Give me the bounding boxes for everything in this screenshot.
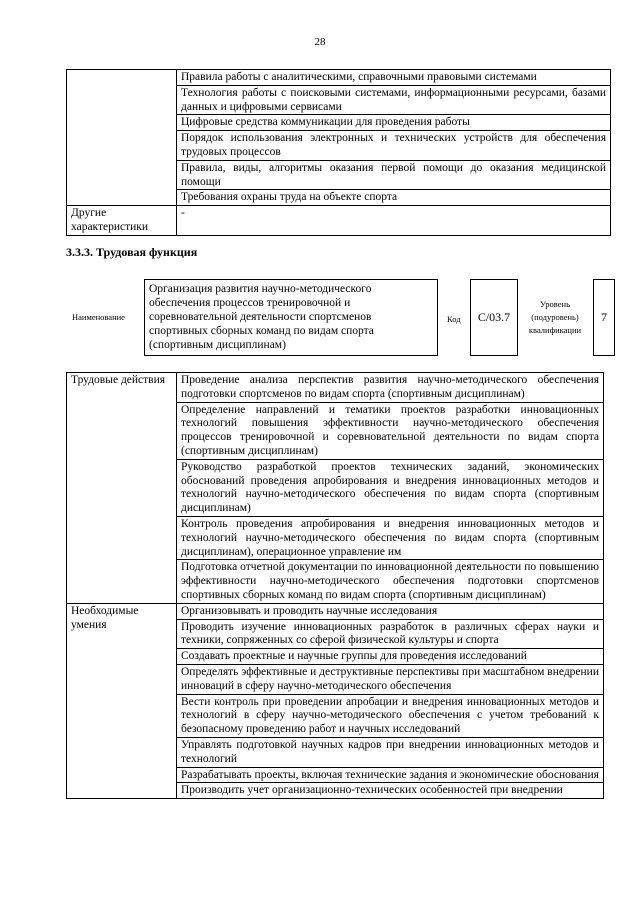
table-row — [67, 206, 611, 236]
table-cell: Цифровые средства коммуникации для проведения работы — [177, 115, 611, 131]
qualification-level-label: Уровень (подуровень) квалификации — [528, 299, 582, 335]
section-heading: 3.3.3. Трудовая функция — [66, 245, 198, 259]
table-cell: Контроль проведения апробирования и внедрения инновационных методов и технологий научно-методического обеспечения по видам спорта (спортивным дисциплинам), операционное управление им — [177, 516, 604, 559]
table-cell: Подготовка отчетной документации по инновационной деятельности по повышению эффективности научно-методического обеспечения подготовки спортсменов спортивных сборных команд по видам спорта (спортивным дисциплинам) — [177, 560, 604, 603]
table-row — [67, 373, 604, 403]
table-cell: Проведение анализа перспектив развития научно-методического обеспечения подготовки спортсменов по видам спорта (спортивным дисциплинам) — [177, 373, 604, 403]
other-characteristics-value: - — [177, 206, 611, 236]
page-number: 28 — [314, 36, 326, 48]
table-cell: Технология работы с поисковыми системами, информационными ресурсами, базами данных и цифровыми сервисами — [177, 85, 611, 115]
table-cell: Определение направлений и тематики проектов разработки инновационных технологий повышения эффективности научно-методического обеспечения процессов тренировочной и соревновательной деятельности по видам спорта (спортивным дисциплинам) — [177, 402, 604, 459]
table-cell: Организовывать и проводить научные исследования — [177, 603, 604, 619]
table-cell: Создавать проектные и научные группы для проведения исследований — [177, 649, 604, 665]
table-cell: Проводить изучение инновационных разработок в различных сферах науки и техники, сопряженных со сферой физической культуры и спорта — [177, 619, 604, 649]
table-row — [67, 70, 611, 86]
function-name-box: Организация развития научно-методического обеспечения процессов тренировочной и соревновательной деятельности спортсменов спортивных сборных команд по видам спорта (спортивным дисциплинам) — [144, 279, 438, 356]
table-cell: Требования охраны труда на объекте спорта — [177, 190, 611, 206]
qualification-level-box: 7 — [593, 279, 615, 356]
table-cell: Определять эффективные и деструктивные перспективы при масштабном внедрении инноваций в сферу научно-методического обеспечения — [177, 664, 604, 694]
table-cell: Руководство разработкой проектов технических заданий, экономических обоснований проведения апробирования и внедрения инновационных методов и технологий научно-методического обеспечения по видам спорта (спортивным дисциплинам) — [177, 459, 604, 516]
table-cell: Порядок использования электронных и технических устройств для обеспечения трудовых процессов — [177, 131, 611, 161]
labor-function-table — [66, 372, 604, 799]
table-cell: Вести контроль при проведении апробации и внедрения инновационных методов и технологий в сферу научно-методического обеспечения с учетом требований к безопасному проведению работ и научных исследований — [177, 694, 604, 737]
empty-label-cell — [67, 70, 177, 206]
table-cell: Правила работы с аналитическими, справочными правовыми системами — [177, 70, 611, 86]
code-label: Код — [447, 314, 461, 324]
required-skills-label: Необходимые умения — [67, 603, 177, 798]
table-cell: Разрабатывать проекты, включая технические задания и экономические обоснования — [177, 767, 604, 783]
other-characteristics-label: Другие характеристики — [67, 206, 177, 236]
table-cell: Производить учет организационно-технических особенностей при внедрении — [177, 783, 604, 799]
knowledge-table — [66, 69, 611, 236]
name-label: Наименование — [72, 312, 125, 322]
table-cell: Правила, виды, алгоритмы оказания первой помощи до оказания медицинской помощи — [177, 160, 611, 190]
code-value-box: С/03.7 — [470, 279, 518, 356]
table-row — [67, 603, 604, 619]
labor-actions-label: Трудовые действия — [67, 373, 177, 604]
table-cell: Управлять подготовкой научных кадров при внедрении инновационных методов и технологий — [177, 737, 604, 767]
